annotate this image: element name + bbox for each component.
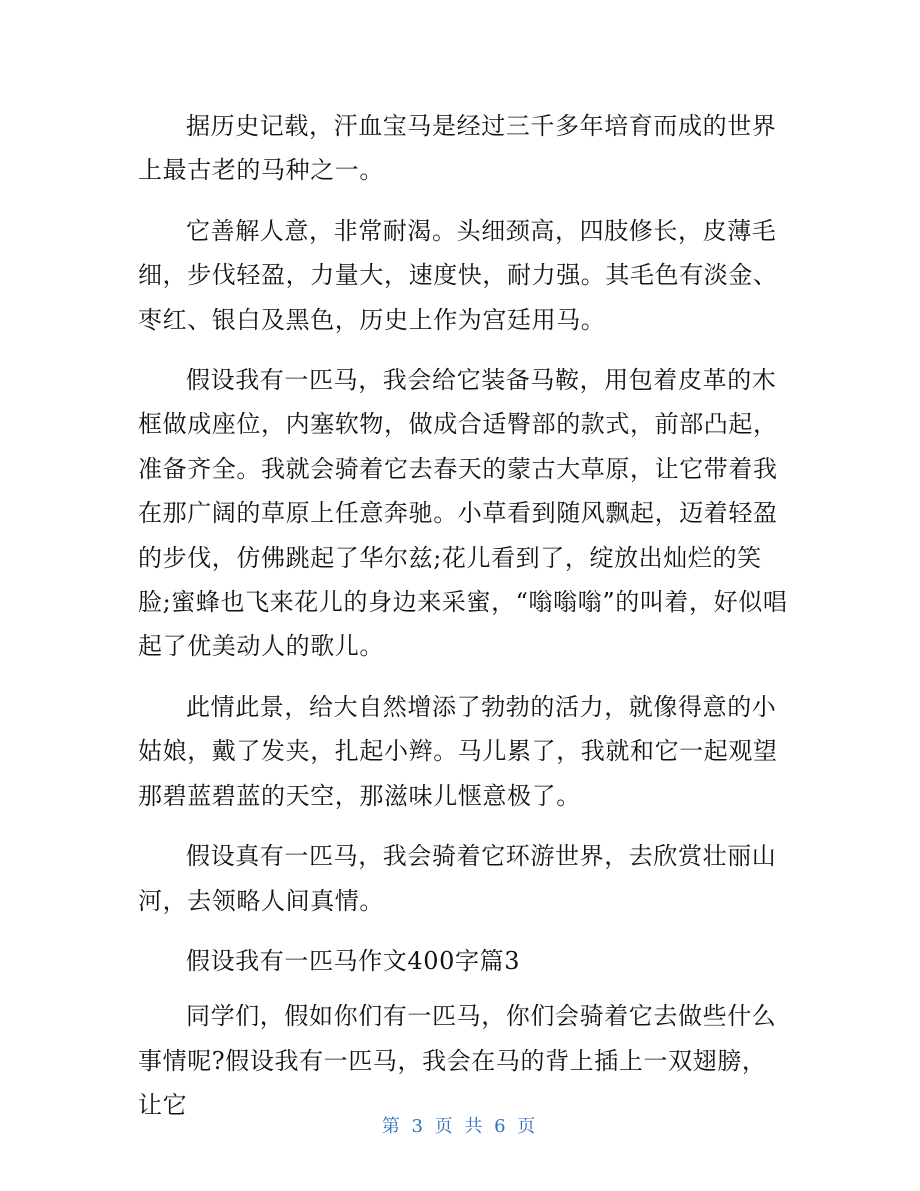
page-number-footer: 第 3 页 共 6 页 xyxy=(381,1116,539,1137)
paragraph-4: 此情此景，给大自然增添了勃勃的活力，就像得意的小姑娘，戴了发夹，扎起小辫。马儿累了，我就和它一起观望那碧蓝碧蓝的天空，那滋味儿惬意极了。 xyxy=(138,692,778,810)
document-body xyxy=(138,104,790,1144)
paragraph-1: 据历史记载，汗血宝马是经过三千多年培育而成的世界上最古老的马种之一。 xyxy=(138,112,777,185)
paragraph-2: 它善解人意，非常耐渴。头细颈高，四肢修长，皮薄毛细，步伐轻盈，力量大，速度快，耐力强。其毛色有淡金、枣红、银白及黑色，历史上作为宫廷用马。 xyxy=(138,216,778,334)
section-heading: 假设我有一匹马作文400字篇3 xyxy=(186,946,521,975)
paragraph-5: 假设真有一匹马，我会骑着它环游世界，去欣赏壮丽山河，去领略人间真情。 xyxy=(138,842,777,915)
paragraph-6: 同学们，假如你们有一匹马，你们会骑着它去做些什么事情呢?假设我有一匹马，我会在马的背上插上一双翅膀，让它 xyxy=(138,1002,777,1120)
paragraph-3: 假设我有一匹马，我会给它装备马鞍，用包着皮革的木框做成座位，内塞软物，做成合适臀部的款式，前部凸起，准备齐全。我就会骑着它去春天的蒙古大草原，让它带着我在那广阔的草原上任意奔驰。小草看到随风飘起，迈着轻盈的步伐，仿佛跳起了华尔兹;花儿看到了，绽放出灿烂的笑脸;蜜蜂也飞来花儿的身边来采蜜，“嗡嗡嗡”的叫着，好似唱起了优美动人的歌儿。 xyxy=(138,366,788,661)
